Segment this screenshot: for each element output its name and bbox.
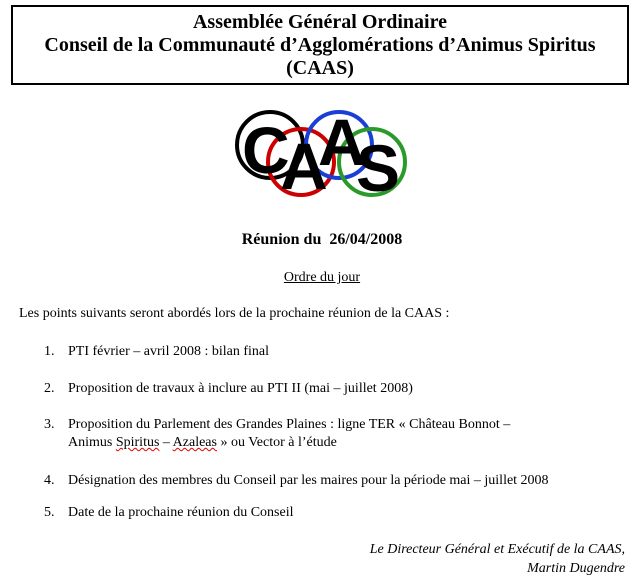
- item-text: Date de la prochaine réunion du Conseil: [68, 505, 294, 520]
- logo-letter-a1: A: [280, 129, 328, 203]
- agenda-title: Ordre du jour: [283, 270, 361, 285]
- logo-letter-c: C: [242, 113, 290, 187]
- meeting-date: Réunion du 26/04/2008: [241, 231, 403, 248]
- logo-letter-a2: A: [318, 105, 366, 179]
- item-text-line-1: Proposition du Parlement des Grandes Plaines : ligne TER « Château Bonnot –: [68, 417, 511, 432]
- document-title-box: [11, 5, 629, 85]
- logo-letter-s: S: [356, 131, 401, 205]
- title-line-2: Conseil de la Communauté d’Agglomérations d’Animus Spiritus: [44, 34, 596, 56]
- spellcheck-word-azaleas: Azaleas: [172, 435, 217, 450]
- signature-name: Martin Dugendre: [527, 561, 625, 576]
- item-number: 3.: [44, 417, 55, 432]
- signature-title: Le Directeur Général et Exécutif de la CAAS,: [369, 542, 625, 557]
- spellcheck-word-spiritus: Spiritus: [115, 435, 160, 450]
- item-number: 4.: [44, 473, 55, 488]
- intro-text: Les points suivants seront abordés lors de la prochaine réunion de la CAAS :: [19, 306, 450, 321]
- item-text-line-2b: –: [159, 435, 173, 450]
- caas-logo: [232, 104, 412, 206]
- signature-block: [370, 540, 625, 578]
- item-text-line-2a: Animus: [68, 435, 116, 450]
- item-text: [68, 416, 510, 452]
- title-line-3: (CAAS): [286, 57, 354, 79]
- item-number: 1.: [44, 344, 55, 359]
- item-number: 5.: [44, 505, 55, 520]
- item-text: PTI février – avril 2008 : bilan final: [68, 344, 269, 359]
- item-text-line-2c: » ou Vector à l’étude: [216, 435, 337, 450]
- title-line-1: Assemblée Général Ordinaire: [192, 11, 448, 33]
- item-number: 2.: [44, 381, 55, 396]
- item-text: Désignation des membres du Conseil par les maires pour la période mai – juillet 2008: [68, 473, 549, 488]
- item-text: Proposition de travaux à inclure au PTI II (mai – juillet 2008): [68, 381, 413, 396]
